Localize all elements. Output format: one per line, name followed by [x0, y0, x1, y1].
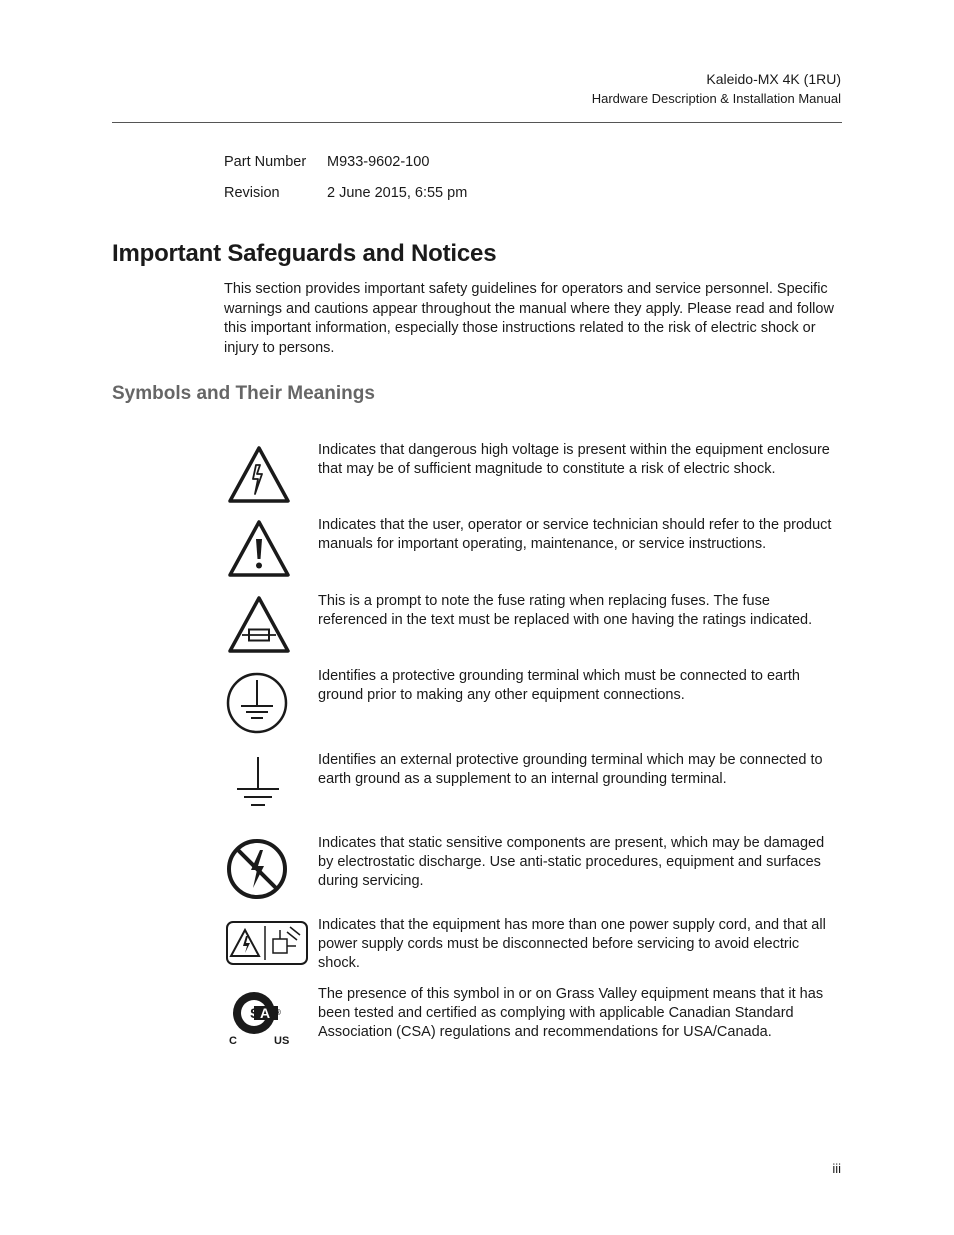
- section-title: Important Safeguards and Notices: [112, 240, 497, 267]
- earth-ground-icon: [224, 753, 294, 817]
- csa-country-c: C: [229, 1035, 237, 1047]
- running-header: [592, 70, 841, 108]
- section-intro: This section provides important safety guidelines for operators and service personnel. Specific warnings and cautions appear throughout the manual where they apply. Please read and follow this important information, especially those instructions related to the risk of electric shock or injury to persons.: [224, 281, 834, 356]
- multiple-power-cords-icon: [224, 917, 294, 981]
- symbol-description: Identifies a protective grounding terminal which must be connected to earth ground prior to making any other equipment connections.: [318, 668, 800, 703]
- symbol-description: The presence of this symbol in or on Grass Valley equipment means that it has been tested and certified as complying with applicable Canadian Standard Association (CSA) regulations and recommendations for USA/Canada.: [318, 986, 824, 1040]
- document-meta: [224, 154, 467, 216]
- protective-ground-icon: [224, 670, 294, 734]
- part-number-row: [224, 154, 467, 185]
- product-name: Kaleido-MX 4K (1RU): [706, 71, 841, 87]
- symbol-description: Identifies an external protective grounding terminal which may be connected to earth ground as a supplement to an internal grounding terminal.: [318, 752, 823, 787]
- svg-text:A: A: [260, 1005, 271, 1021]
- meta-label: Revision: [224, 185, 280, 201]
- meta-label: Part Number: [224, 154, 307, 170]
- symbol-description: Indicates that the user, operator or service technician should refer to the product manuals for important operating, maintenance, or service instructions.: [318, 517, 832, 552]
- svg-text:S: S: [250, 1005, 260, 1021]
- csa-country-us: US: [274, 1035, 290, 1047]
- symbol-description: Indicates that dangerous high voltage is present within the equipment enclosure that may be of sufficient magnitude to constitute a risk of electric shock.: [318, 442, 830, 477]
- symbol-description: Indicates that the equipment has more than one power supply cord, and that all power supply cords must be disconnected before servicing to avoid electric shock.: [318, 917, 826, 971]
- csa-certification-icon: [224, 986, 294, 1050]
- manual-title: Hardware Description & Installation Manual: [591, 91, 841, 106]
- symbol-description: Indicates that static sensitive components are present, which may be damaged by electrostatic discharge. Use anti-static procedures, equipment and surfaces during servicing.: [318, 835, 825, 889]
- page-number: iii: [832, 1161, 841, 1176]
- subsection-title: Symbols and Their Meanings: [112, 383, 375, 404]
- high-voltage-warning-icon: [224, 443, 294, 507]
- meta-value: M933-9602-100: [327, 154, 430, 170]
- header-divider: [112, 122, 842, 123]
- fuse-warning-icon: [224, 593, 294, 657]
- meta-value: 2 June 2015, 6:55 pm: [327, 185, 468, 201]
- esd-warning-icon: [224, 836, 294, 900]
- csa-mark: ®: [275, 1008, 281, 1017]
- caution-exclamation-icon: [224, 517, 294, 581]
- revision-row: [224, 185, 467, 216]
- symbol-description: This is a prompt to note the fuse rating when replacing fuses. The fuse referenced in the text must be replaced with one having the ratings indicated.: [318, 593, 813, 628]
